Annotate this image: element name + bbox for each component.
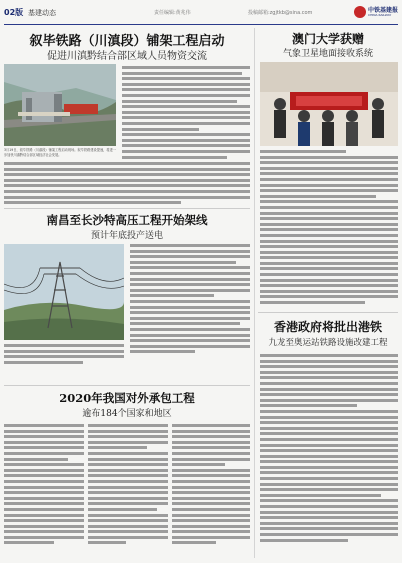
- article-body: [4, 424, 84, 547]
- divider: [258, 312, 398, 313]
- railway-photo-image: [4, 64, 116, 146]
- article-title: 叙毕铁路（川滇段）铺架工程启动: [29, 34, 225, 49]
- page-number: 02版: [4, 8, 24, 17]
- article-body: [4, 162, 250, 207]
- divider: [4, 385, 250, 386]
- ceremony-photo-image: [260, 62, 398, 146]
- article-subtitle: 预计年底投产送电: [90, 231, 163, 241]
- article-body: [260, 354, 398, 544]
- article-body: [122, 66, 250, 161]
- editor-credit: 责任编辑:黄兆伟: [154, 10, 191, 16]
- powerline-photo-image: [4, 244, 124, 340]
- column-divider: [254, 28, 255, 558]
- submission-email: 投稿邮箱:zgjtkb@sina.com: [248, 10, 313, 16]
- article-subtitle: 气象卫星地面接收系统: [282, 49, 373, 59]
- article-subtitle: 九龙至奥运站铁路设施改建工程: [268, 338, 388, 348]
- article-body: [4, 344, 124, 366]
- article-title: 南昌至长沙特高压工程开始架线: [46, 213, 208, 227]
- article-title: 澳门大学获赠: [291, 32, 364, 46]
- article-photo: [260, 62, 398, 146]
- section-name: 基建动态: [28, 9, 56, 17]
- page-header: [4, 2, 398, 25]
- logo-mark-icon: [354, 6, 366, 18]
- article-body: [260, 150, 398, 307]
- divider: [4, 208, 250, 209]
- logo-name: 中铁基建报: [368, 7, 399, 14]
- photo-caption: 3月19日，叙毕铁路（川滇段）铺架工程启动现场。叙毕铁路建设提速，将进一步加快川滇黔结合部区域经济社会发展。: [4, 148, 116, 157]
- article-photo: [4, 64, 116, 146]
- article-body: [88, 424, 168, 547]
- article-subtitle: 促进川滇黔结合部区域人员物资交流: [47, 51, 207, 62]
- article-title: 香港政府将批出港铁: [273, 320, 382, 334]
- article-body: [172, 424, 250, 547]
- article-title: 2020年我国对外承包工程: [59, 391, 195, 405]
- article-subtitle: 逾布184个国家和地区: [82, 409, 172, 419]
- article-photo: [4, 244, 124, 340]
- newspaper-logo: [354, 3, 399, 21]
- article-body: [130, 244, 250, 356]
- logo-subtext: CHINA RAILWAY: [368, 13, 392, 17]
